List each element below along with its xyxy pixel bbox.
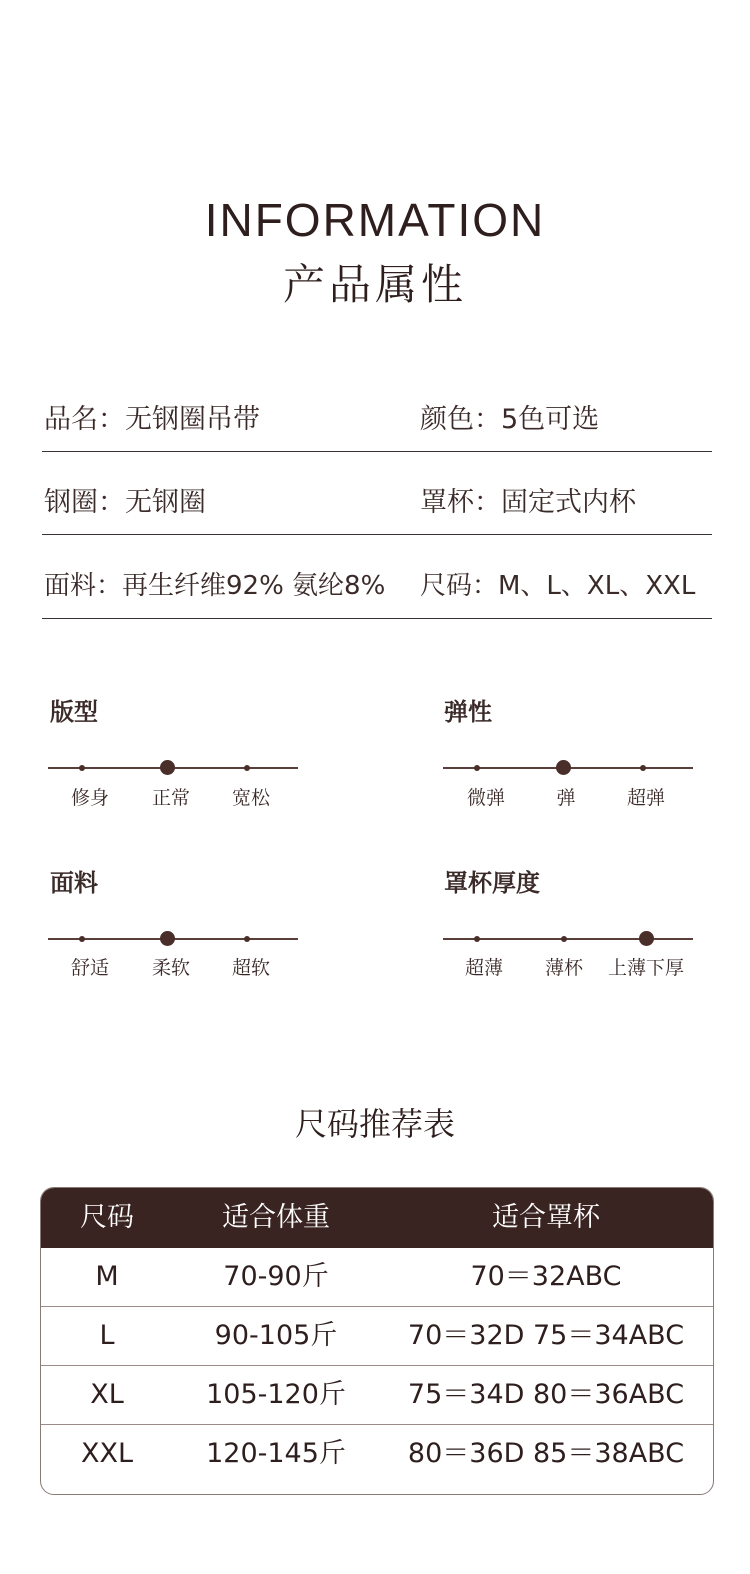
scale-label: 修身 bbox=[70, 787, 109, 809]
scale-point bbox=[474, 765, 480, 771]
header-cell: 尺码 bbox=[80, 1202, 134, 1233]
size-table-title: 尺码推荐表 bbox=[294, 1105, 455, 1143]
size-table bbox=[40, 1187, 714, 1495]
scale-label: 上薄下厚 bbox=[607, 957, 684, 979]
scale-track bbox=[443, 938, 693, 940]
scale-selected-point bbox=[556, 760, 571, 775]
table-row bbox=[41, 1307, 713, 1365]
table-row bbox=[41, 1425, 713, 1483]
cell-weight: 90-105斤 bbox=[214, 1320, 338, 1351]
scale-label: 薄杯 bbox=[544, 957, 583, 979]
scale-point bbox=[79, 936, 85, 942]
scale-title: 弹性 bbox=[444, 698, 492, 726]
attr-product-name: 品名：无钢圈吊带 bbox=[44, 404, 260, 435]
scale-label: 弹 bbox=[556, 787, 576, 809]
divider bbox=[42, 451, 712, 452]
attr-size: 尺码：M、L、XL、XXL bbox=[420, 571, 696, 601]
cell-weight: 120-145斤 bbox=[206, 1438, 346, 1469]
header-cell: 适合罩杯 bbox=[492, 1202, 600, 1233]
cell-cup: 80＝36D 85＝38ABC bbox=[407, 1438, 685, 1469]
cell-weight: 105-120斤 bbox=[206, 1379, 346, 1410]
page-title-zh: 产品属性 bbox=[282, 260, 467, 309]
attr-cup: 罩杯：固定式内杯 bbox=[420, 487, 636, 518]
attr-color: 颜色：5色可选 bbox=[420, 404, 600, 435]
scale-point bbox=[561, 936, 567, 942]
attr-underwire: 钢圈：无钢圈 bbox=[44, 487, 206, 518]
page-title-en: INFORMATION bbox=[204, 194, 546, 246]
scale-point bbox=[79, 765, 85, 771]
cell-cup: 70＝32D 75＝34ABC bbox=[407, 1320, 685, 1351]
cell-weight: 70-90斤 bbox=[223, 1261, 329, 1292]
cell-size: XXL bbox=[80, 1438, 134, 1469]
scale-title: 版型 bbox=[50, 698, 98, 726]
scale-label: 柔软 bbox=[151, 957, 190, 979]
scale-point bbox=[244, 765, 250, 771]
scale-selected-point bbox=[160, 931, 175, 946]
scale-label: 超薄 bbox=[464, 957, 503, 979]
scale-point bbox=[244, 936, 250, 942]
divider bbox=[42, 534, 712, 535]
cell-cup: 75＝34D 80＝36ABC bbox=[407, 1379, 685, 1410]
header-cell: 适合体重 bbox=[222, 1202, 330, 1233]
cell-size: XL bbox=[90, 1379, 124, 1410]
scale-point bbox=[474, 936, 480, 942]
cell-size: L bbox=[99, 1320, 115, 1351]
table-row bbox=[41, 1366, 713, 1424]
scale-label: 宽松 bbox=[231, 787, 270, 809]
table-header bbox=[41, 1188, 713, 1248]
divider bbox=[42, 618, 712, 619]
scale-title: 面料 bbox=[50, 869, 98, 897]
scale-selected-point bbox=[160, 760, 175, 775]
scale-label: 微弹 bbox=[466, 787, 505, 809]
scale-point bbox=[640, 765, 646, 771]
scale-label: 舒适 bbox=[70, 957, 109, 979]
table-row bbox=[41, 1248, 713, 1306]
cell-size: M bbox=[95, 1261, 119, 1292]
scale-label: 超软 bbox=[231, 957, 270, 979]
scale-selected-point bbox=[639, 931, 654, 946]
scale-title: 罩杯厚度 bbox=[444, 869, 540, 897]
cell-cup: 70＝32ABC bbox=[470, 1261, 622, 1292]
scale-label: 正常 bbox=[151, 787, 190, 809]
attr-fabric: 面料：再生纤维92% 氨纶8% bbox=[44, 571, 386, 601]
scale-label: 超弹 bbox=[626, 787, 665, 809]
